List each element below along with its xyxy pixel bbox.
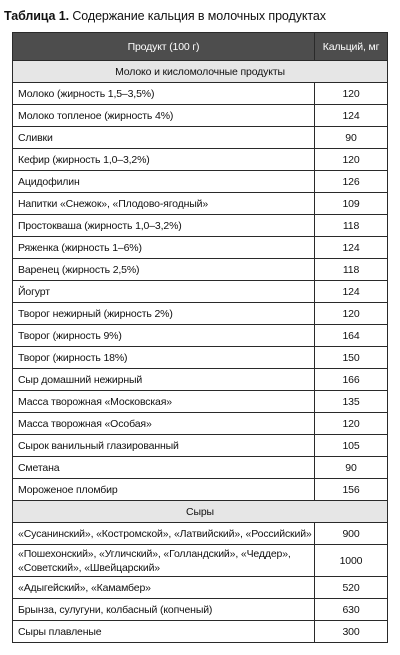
calcium-cell: 630 bbox=[315, 599, 388, 621]
calcium-cell: 164 bbox=[315, 325, 388, 347]
section-title: Молоко и кисломолочные продукты bbox=[13, 61, 388, 83]
calcium-cell: 118 bbox=[315, 215, 388, 237]
product-cell: Напитки «Снежок», «Плодово-ягодный» bbox=[13, 193, 315, 215]
table-row bbox=[13, 149, 388, 171]
product-cell: Варенец (жирность 2,5%) bbox=[13, 259, 315, 281]
calcium-cell: 150 bbox=[315, 347, 388, 369]
calcium-cell: 109 bbox=[315, 193, 388, 215]
table-row bbox=[13, 457, 388, 479]
table-row bbox=[13, 599, 388, 621]
calcium-cell: 156 bbox=[315, 479, 388, 501]
table-row bbox=[13, 621, 388, 643]
table-row bbox=[13, 193, 388, 215]
table-row bbox=[13, 105, 388, 127]
calcium-cell: 118 bbox=[315, 259, 388, 281]
table-row bbox=[13, 523, 388, 545]
calcium-cell: 120 bbox=[315, 413, 388, 435]
table-row bbox=[13, 281, 388, 303]
product-cell: Масса творожная «Московская» bbox=[13, 391, 315, 413]
calcium-cell: 105 bbox=[315, 435, 388, 457]
product-cell: «Пошехонский», «Угличский», «Голландский», «Чеддер», «Советский», «Швейцарский» bbox=[13, 545, 315, 577]
calcium-cell: 120 bbox=[315, 149, 388, 171]
column-header-product: Продукт (100 г) bbox=[13, 33, 315, 61]
calcium-cell: 124 bbox=[315, 237, 388, 259]
table-row bbox=[13, 303, 388, 325]
product-cell: Сливки bbox=[13, 127, 315, 149]
calcium-cell: 124 bbox=[315, 281, 388, 303]
table-caption-label: Таблица 1. bbox=[4, 9, 69, 23]
calcium-cell: 1000 bbox=[315, 545, 388, 577]
table-row bbox=[13, 391, 388, 413]
header-row bbox=[13, 33, 388, 61]
section-row bbox=[13, 501, 388, 523]
table-row bbox=[13, 435, 388, 457]
table-row bbox=[13, 347, 388, 369]
calcium-cell: 126 bbox=[315, 171, 388, 193]
product-cell: Сырок ванильный глазированный bbox=[13, 435, 315, 457]
product-cell: Молоко топленое (жирность 4%) bbox=[13, 105, 315, 127]
section-title: Сыры bbox=[13, 501, 388, 523]
table-row bbox=[13, 127, 388, 149]
table-caption bbox=[4, 8, 326, 24]
section-row bbox=[13, 61, 388, 83]
calcium-cell: 166 bbox=[315, 369, 388, 391]
calcium-cell: 120 bbox=[315, 303, 388, 325]
product-cell: Кефир (жирность 1,0–3,2%) bbox=[13, 149, 315, 171]
table-caption-text: Содержание кальция в молочных продуктах bbox=[72, 9, 326, 23]
product-cell: Сметана bbox=[13, 457, 315, 479]
calcium-cell: 90 bbox=[315, 457, 388, 479]
table-body bbox=[13, 61, 388, 643]
table-row bbox=[13, 413, 388, 435]
table-row bbox=[13, 545, 388, 577]
product-cell: Сыры плавленые bbox=[13, 621, 315, 643]
product-cell: Творог (жирность 9%) bbox=[13, 325, 315, 347]
product-cell: Масса творожная «Особая» bbox=[13, 413, 315, 435]
table-row bbox=[13, 369, 388, 391]
table-row bbox=[13, 259, 388, 281]
calcium-cell: 900 bbox=[315, 523, 388, 545]
calcium-cell: 90 bbox=[315, 127, 388, 149]
calcium-cell: 124 bbox=[315, 105, 388, 127]
table-row bbox=[13, 577, 388, 599]
product-cell: Брынза, сулугуни, колбасный (копченый) bbox=[13, 599, 315, 621]
table-header bbox=[13, 33, 388, 61]
product-cell: Йогурт bbox=[13, 281, 315, 303]
column-header-calcium: Кальций, мг bbox=[315, 33, 388, 61]
table-row bbox=[13, 83, 388, 105]
product-cell: Ацидофилин bbox=[13, 171, 315, 193]
product-cell: Молоко (жирность 1,5–3,5%) bbox=[13, 83, 315, 105]
calcium-cell: 300 bbox=[315, 621, 388, 643]
table-row bbox=[13, 171, 388, 193]
table-row bbox=[13, 325, 388, 347]
product-cell: Сыр домашний нежирный bbox=[13, 369, 315, 391]
product-cell: «Адыгейский», «Камамбер» bbox=[13, 577, 315, 599]
calcium-cell: 120 bbox=[315, 83, 388, 105]
product-cell: «Сусанинский», «Костромской», «Латвийский», «Российский» bbox=[13, 523, 315, 545]
calcium-cell: 135 bbox=[315, 391, 388, 413]
table-row bbox=[13, 215, 388, 237]
product-cell: Ряженка (жирность 1–6%) bbox=[13, 237, 315, 259]
product-cell: Простокваша (жирность 1,0–3,2%) bbox=[13, 215, 315, 237]
calcium-table bbox=[12, 32, 388, 643]
calcium-cell: 520 bbox=[315, 577, 388, 599]
table-row bbox=[13, 479, 388, 501]
product-cell: Творог нежирный (жирность 2%) bbox=[13, 303, 315, 325]
product-cell: Мороженое пломбир bbox=[13, 479, 315, 501]
table-row bbox=[13, 237, 388, 259]
product-cell: Творог (жирность 18%) bbox=[13, 347, 315, 369]
